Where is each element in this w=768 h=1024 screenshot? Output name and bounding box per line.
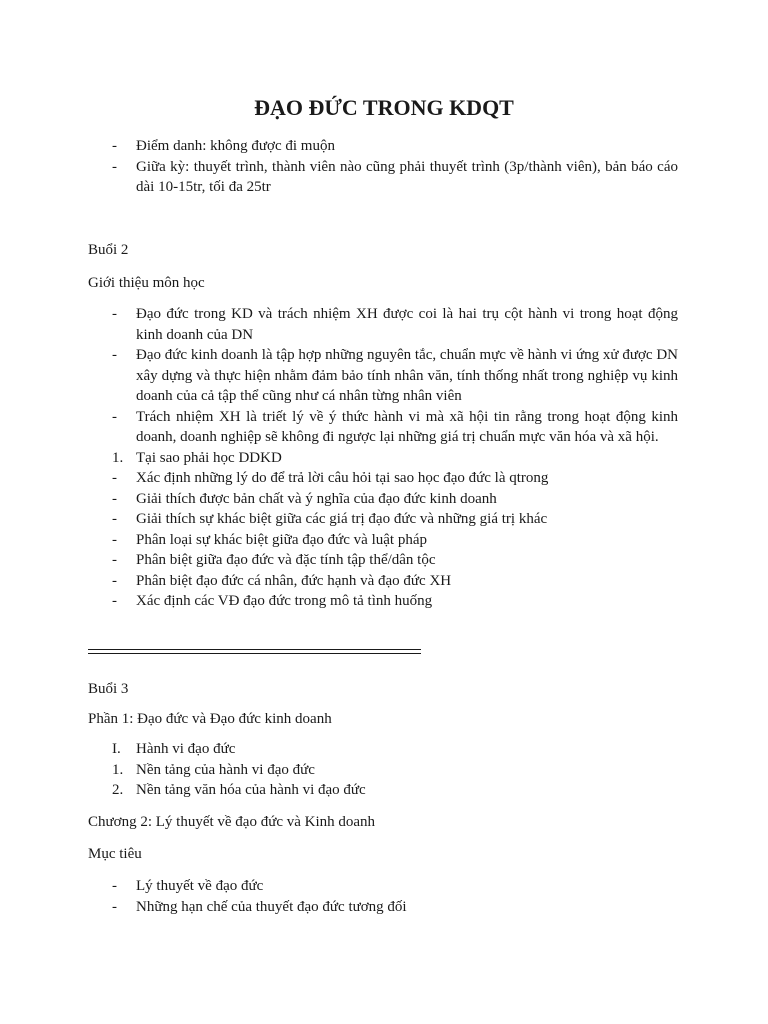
list-item-text: Phân biệt đạo đức cá nhân, đức hạnh và đạo đức XH: [136, 572, 452, 589]
list-item: [112, 407, 678, 448]
list-item: [112, 591, 678, 612]
list-marker: -: [112, 552, 117, 568]
session-2-subheading: Giới thiệu môn học: [88, 275, 205, 291]
list-marker: -: [112, 572, 117, 589]
list-marker: -: [112, 511, 117, 527]
part-1-heading: Phần 1: Đạo đức và Đạo đức kinh doanh: [88, 711, 332, 727]
list-marker: 1.: [112, 761, 124, 778]
list-item-text: Đạo đức kinh doanh là tập hợp những nguyên tắc, chuẩn mực về hành vi ứng xử được DN xây dựng và thực hiện nhằm đảm bảo tính nhân văn, tính thống nhất trong nghiệp vụ kinh doanh của cả tập thể cũng như cá nhân từng nhân viên: [136, 347, 678, 404]
list-item-text: Trách nhiệm XH là triết lý về ý thức hành vi mà xã hội tin rằng trong hoạt động kinh doanh, doanh nghiệp sẽ không đi ngược lại những giá trị chuẩn mực văn hóa và xã hội.: [136, 408, 678, 445]
list-item: [112, 489, 678, 510]
list-item: [112, 897, 678, 918]
list-item-text: Những hạn chế của thuyết đạo đức tương đối: [136, 898, 407, 915]
list-item: [112, 468, 678, 489]
list-marker: -: [112, 408, 117, 425]
list-item-text: Xác định các VĐ đạo đức trong mô tả tình huống: [136, 593, 433, 609]
list-marker: -: [112, 470, 117, 486]
list-item-text: Phân loại sự khác biệt giữa đạo đức và luật pháp: [136, 531, 427, 548]
list-item: [112, 509, 678, 530]
list-item-text: Giữa kỳ: thuyết trình, thành viên nào cũng phải thuyết trình (3p/thành viên), bản báo cáo dài 10-15tr, tối đa 25tr: [136, 158, 678, 195]
list-item-text: Nền tảng văn hóa của hành vi đạo đức: [136, 782, 366, 798]
list-marker: -: [112, 531, 117, 548]
list-item-text: Đạo đức trong KD và trách nhiệm XH được coi là hai trụ cột hành vi trong hoạt động kinh doanh của DN: [136, 306, 678, 343]
list-item-text: Hành vi đạo đức: [136, 741, 236, 757]
list-marker: -: [112, 878, 117, 894]
list-item-text: Giải thích sự khác biệt giữa các giá trị đạo đức và những giá trị khác: [136, 511, 548, 527]
list-marker: -: [112, 347, 117, 363]
list-item: [112, 739, 678, 760]
list-item-text: Tại sao phải học DDKD: [136, 449, 282, 466]
session-3-list: [112, 739, 678, 801]
list-item: [112, 876, 678, 897]
list-item: [112, 530, 678, 551]
list-item: [112, 760, 678, 781]
list-item: [112, 550, 678, 571]
list-item-text: Lý thuyết về đạo đức: [136, 878, 264, 894]
list-item-text: Giải thích được bản chất và ý nghĩa của đạo đức kinh doanh: [136, 490, 497, 507]
list-item: [112, 157, 678, 198]
session-2-heading: Buổi 2: [88, 242, 129, 258]
list-marker: -: [112, 306, 117, 322]
list-marker: I.: [112, 741, 121, 757]
list-marker: 1.: [112, 449, 124, 466]
list-marker: 2.: [112, 782, 124, 798]
list-item-text: Nền tảng của hành vi đạo đức: [136, 761, 315, 778]
list-marker: -: [112, 138, 117, 154]
list-item-text: Điểm danh: không được đi muộn: [136, 138, 335, 154]
list-marker: -: [112, 593, 117, 609]
intro-list: [112, 136, 678, 198]
session-3-heading: Buổi 3: [88, 681, 129, 697]
list-marker: -: [112, 158, 117, 175]
document-title: ĐẠO ĐỨC TRONG KDQT: [254, 95, 514, 120]
list-item-text: Xác định những lý do để trả lời câu hỏi tại sao học đạo đức là qtrong: [136, 470, 549, 486]
list-marker: -: [112, 898, 117, 915]
list-item-text: Phân biệt giữa đạo đức và đặc tính tập thể/dân tộc: [136, 552, 436, 568]
list-item: [112, 136, 678, 157]
list-item: [112, 571, 678, 592]
list-item: [112, 304, 678, 345]
list-marker: -: [112, 490, 117, 507]
list-item: [112, 780, 678, 801]
list-item: [112, 345, 678, 407]
objectives-list: [112, 876, 678, 917]
objectives-heading: Mục tiêu: [88, 846, 142, 862]
chapter-2-heading: Chương 2: Lý thuyết về đạo đức và Kinh doanh: [88, 814, 376, 830]
separator-rule: [88, 649, 421, 657]
session-2-list: [112, 304, 678, 612]
list-item: [112, 448, 678, 469]
